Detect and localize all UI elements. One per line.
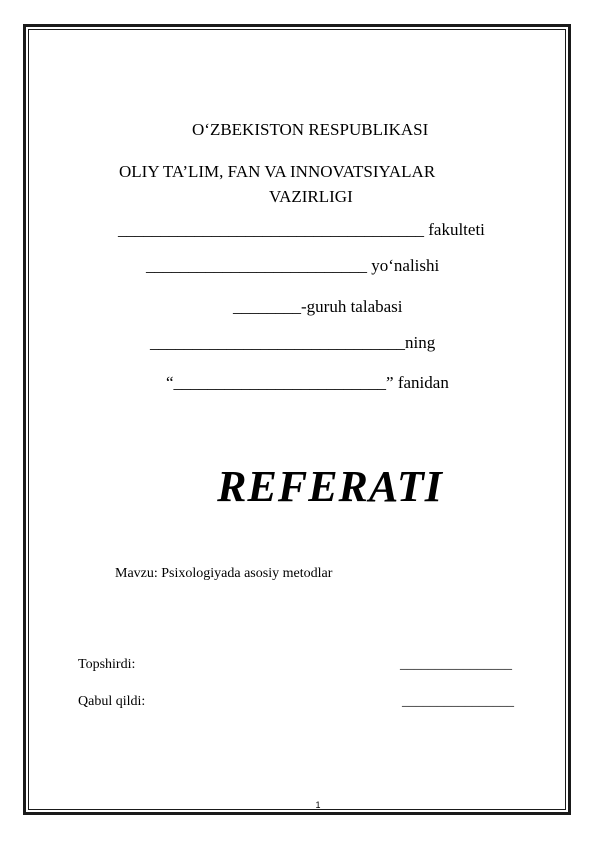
header-ministry-cont: VAZIRLIGI (269, 187, 353, 206)
accepted-label: Qabul qildi: (78, 694, 146, 709)
subject-field: “_________________________” fanidan (166, 373, 449, 392)
student-field: ______________________________ning (150, 333, 436, 352)
header-ministry: OLIY TA’LIM, FAN VA INNOVATSIYALAR (119, 162, 436, 181)
header-republic: O‘ZBEKISTON RESPUBLIKASI (192, 120, 429, 139)
direction-field: __________________________ yo‘nalishi (146, 256, 440, 275)
faculty-field: ____________________________________ fakulteti (118, 220, 485, 239)
submitted-signature-line: ________________ (400, 657, 512, 672)
page-number: 1 (315, 800, 321, 810)
topic-line: Mavzu: Psixologiyada asosiy metodlar (115, 566, 333, 581)
document-title: REFERATI (217, 462, 443, 511)
accepted-signature-line: ________________ (402, 694, 514, 709)
group-field: ________-guruh talabasi (233, 297, 403, 316)
submitted-label: Topshirdi: (78, 657, 136, 672)
